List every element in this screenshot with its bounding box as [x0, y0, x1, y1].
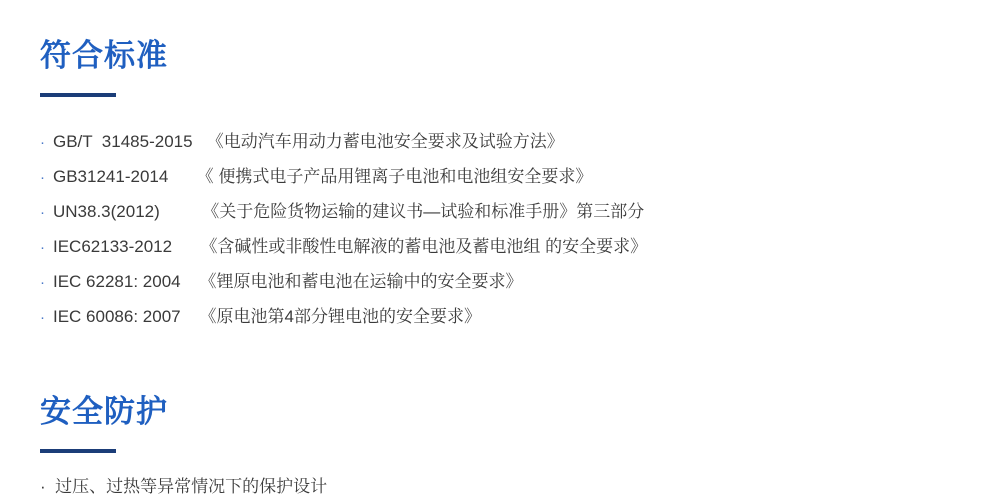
standard-gap [172, 238, 200, 255]
standards-list [40, 133, 960, 325]
standard-code: IEC62133-2012 [53, 237, 173, 256]
heading-underline-safety [40, 449, 116, 453]
list-item [40, 133, 960, 150]
heading-underline-standards [40, 93, 116, 97]
safety-first-item-clipped: · 过压、过热等异常情况下的保护设计 [40, 477, 328, 496]
list-item [40, 238, 960, 255]
standard-title: 《原电池第4部分锂电池的安全要求》 [199, 307, 481, 326]
bullet-icon: · [40, 309, 45, 326]
section-safety [40, 396, 960, 453]
standard-title: 《 便携式电子产品用锂离子电池和电池组安全要求》 [196, 167, 593, 186]
section-heading-standards: 符合标准 [40, 38, 168, 73]
bullet-icon: · [40, 274, 45, 291]
standard-code: IEC 62281: 2004 [53, 272, 181, 291]
standard-title: 《含碱性或非酸性电解液的蓄电池及蓄电池组 的安全要求》 [200, 237, 648, 256]
standard-gap [181, 308, 200, 325]
list-item [40, 203, 960, 220]
standard-gap [181, 273, 200, 290]
standard-code: GB/T 31485-2015 [53, 132, 193, 151]
standard-code: GB31241-2014 [53, 167, 169, 186]
standard-gap [193, 133, 207, 150]
list-item [40, 308, 960, 325]
standard-gap [160, 203, 203, 220]
standard-gap [168, 168, 196, 185]
bullet-icon: · [40, 169, 45, 186]
bullet-icon: · [40, 204, 45, 221]
list-item [40, 168, 960, 185]
standard-title: 《关于危险货物运输的建议书—试验和标准手册》第三部分 [202, 202, 645, 221]
section-heading-safety: 安全防护 [40, 394, 168, 429]
standard-code: IEC 60086: 2007 [53, 307, 181, 326]
bullet-icon: · [40, 134, 45, 151]
bullet-icon: · [40, 239, 45, 256]
standard-title: 《锂原电池和蓄电池在运输中的安全要求》 [199, 272, 523, 291]
standard-title: 《电动汽车用动力蓄电池安全要求及试验方法》 [206, 132, 564, 151]
standard-code: UN38.3(2012) [53, 202, 160, 221]
section-standards [40, 0, 960, 325]
list-item [40, 273, 960, 290]
